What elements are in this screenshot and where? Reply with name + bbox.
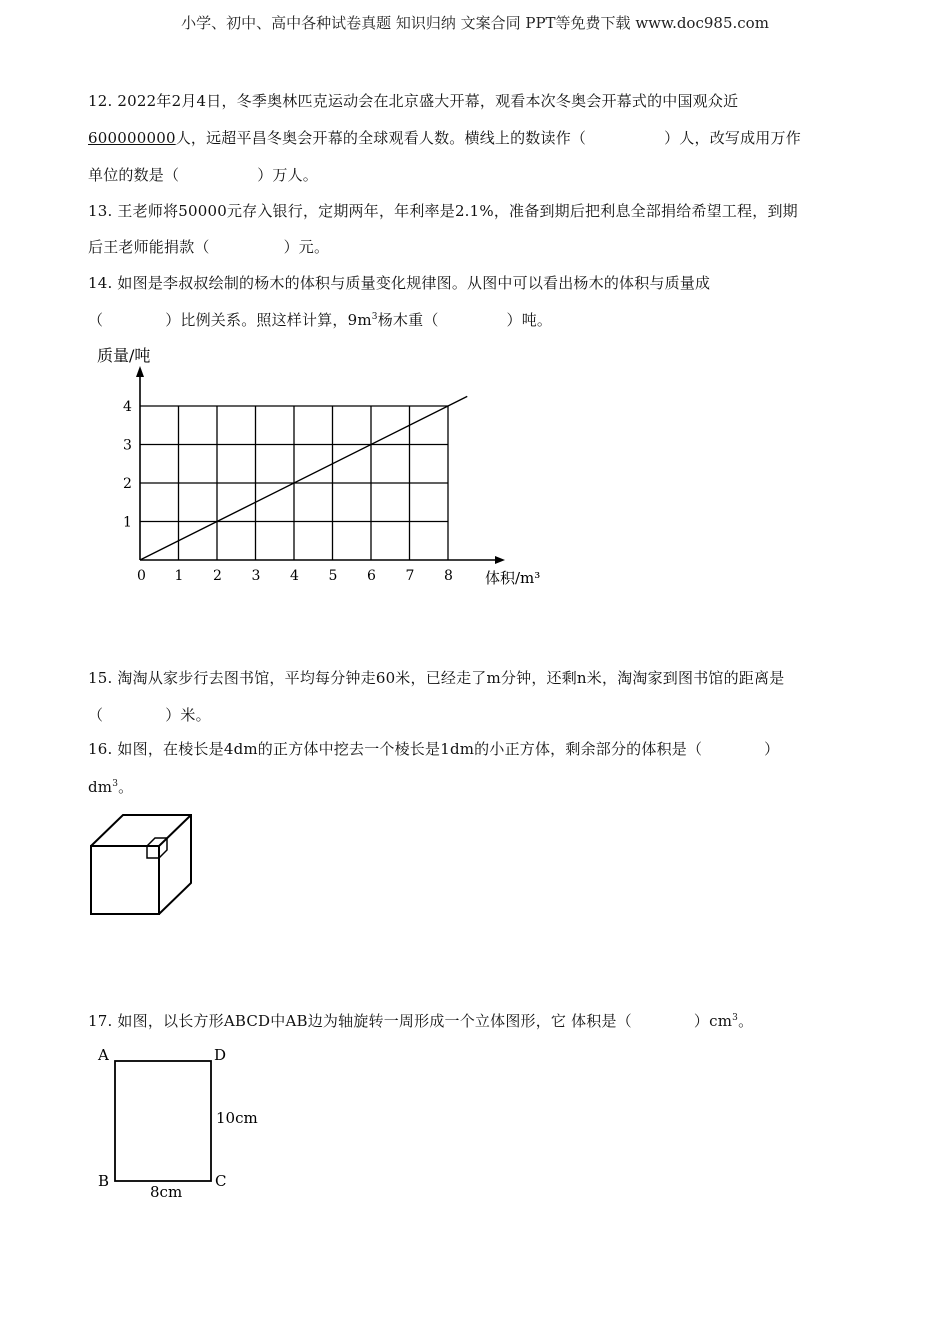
- q17-text-b: ）cm: [693, 1012, 733, 1030]
- label-c: C: [215, 1172, 227, 1190]
- q15-text-a: （: [88, 706, 104, 724]
- x-tick-label-2: 2: [213, 568, 222, 584]
- x-axis-arrow: [495, 556, 505, 564]
- small-cube-front: [147, 846, 159, 858]
- q15-line1: 15. 淘淘从家步行去图书馆，平均每分钟走60米，已经走了m分钟，还剩n米，淘淘家到图书馆的距离是: [88, 669, 785, 687]
- q16-unit: dm: [88, 778, 113, 796]
- x-tick-label-3: 3: [251, 568, 261, 584]
- q16-text-a: 16. 如图，在棱长是4dm的正方体中挖去一个棱长是1dm的小正方体，剩余部分的体积是（: [88, 740, 703, 758]
- chart-series: [140, 396, 467, 560]
- q12-text-d: ）万人。: [257, 166, 319, 184]
- q12-text-c: 单位的数是（: [88, 166, 180, 184]
- q14-sup: 3: [371, 312, 378, 322]
- label-a: A: [98, 1046, 109, 1064]
- q14-text-a: （: [88, 311, 104, 329]
- q17-text-a: 17. 如图，以长方形ABCD中AB边为轴旋转一周形成一个立体图形，它 体积是（: [88, 1012, 632, 1030]
- chart-ticks: [123, 399, 453, 584]
- x-tick-label-5: 5: [328, 568, 338, 584]
- q14-text-b: ）比例关系。照这样计算，9m: [165, 311, 372, 329]
- cube-edge: [159, 815, 191, 846]
- q12-text-b: ）人，改写成用万作: [664, 129, 801, 147]
- q13-text-b: ）元。: [283, 238, 330, 256]
- q13-text-a: 后王老师能捐款（: [88, 238, 210, 256]
- y-tick-label-3: 3: [123, 437, 132, 454]
- page-header: 小学、初中、高中各种试卷真题 知识归纳 文案合同 PPT等免费下载 www.doc985.com: [181, 14, 769, 32]
- q16-sup: 3: [112, 779, 119, 789]
- q14-text-c: 杨木重（: [377, 311, 439, 329]
- label-d: D: [214, 1046, 227, 1064]
- q14-text-d: ）吨。: [506, 311, 553, 329]
- q12-text-a: 人，远超平昌冬奥会开幕的全球观看人数。横线上的数读作（: [175, 129, 587, 147]
- volume-mass-chart: [0, 0, 950, 620]
- q12-line1: 12. 2022年2月4日，冬季奥林匹克运动会在北京盛大开幕，观看本次冬奥会开幕式的中国观众近: [88, 92, 739, 110]
- x-tick-label-7: 7: [405, 568, 415, 584]
- label-side-length: 10cm: [216, 1109, 258, 1127]
- series-line-0: [140, 396, 467, 560]
- x-tick-label-0: 0: [137, 568, 146, 584]
- q16-text-b: ）: [764, 740, 780, 758]
- q15-text-b: ）米。: [165, 706, 211, 724]
- q17-text-c: 。: [738, 1012, 754, 1030]
- x-tick-label-8: 8: [444, 568, 453, 584]
- y-tick-label-2: 2: [123, 476, 132, 492]
- label-b: B: [98, 1172, 110, 1190]
- x-tick-label-1: 1: [174, 568, 184, 584]
- q14-line1: 14. 如图是李叔叔绘制的杨木的体积与质量变化规律图。从图中可以看出杨木的体积与质量成: [88, 274, 711, 292]
- y-tick-label-4: 4: [123, 399, 132, 415]
- y-tick-label-1: 1: [123, 514, 132, 531]
- rectangle-abcd: [115, 1061, 211, 1181]
- cube-figure: [85, 808, 200, 920]
- q12-number: 600000000: [88, 129, 176, 147]
- x-axis-label: 体积/m³: [485, 569, 541, 587]
- q17-line1: [88, 1010, 753, 1031]
- q16-line1: [88, 738, 779, 759]
- y-axis-label: 质量/吨: [97, 346, 151, 365]
- x-tick-label-6: 6: [367, 568, 376, 584]
- cube-front-face: [91, 846, 159, 914]
- q17-sup: 3: [732, 1013, 739, 1023]
- label-bottom-length: 8cm: [150, 1183, 183, 1201]
- y-axis-arrow: [136, 366, 144, 377]
- rectangle-figure: [88, 1040, 288, 1205]
- q16-text-c: 。: [118, 778, 134, 796]
- x-tick-label-4: 4: [290, 568, 299, 584]
- q15-line2: [88, 704, 211, 725]
- q13-line1: 13. 王老师将50000元存入银行，定期两年，年利率是2.1%，准备到期后把利息全部捐给希望工程，到期: [88, 202, 798, 220]
- q16-line2: [88, 776, 133, 797]
